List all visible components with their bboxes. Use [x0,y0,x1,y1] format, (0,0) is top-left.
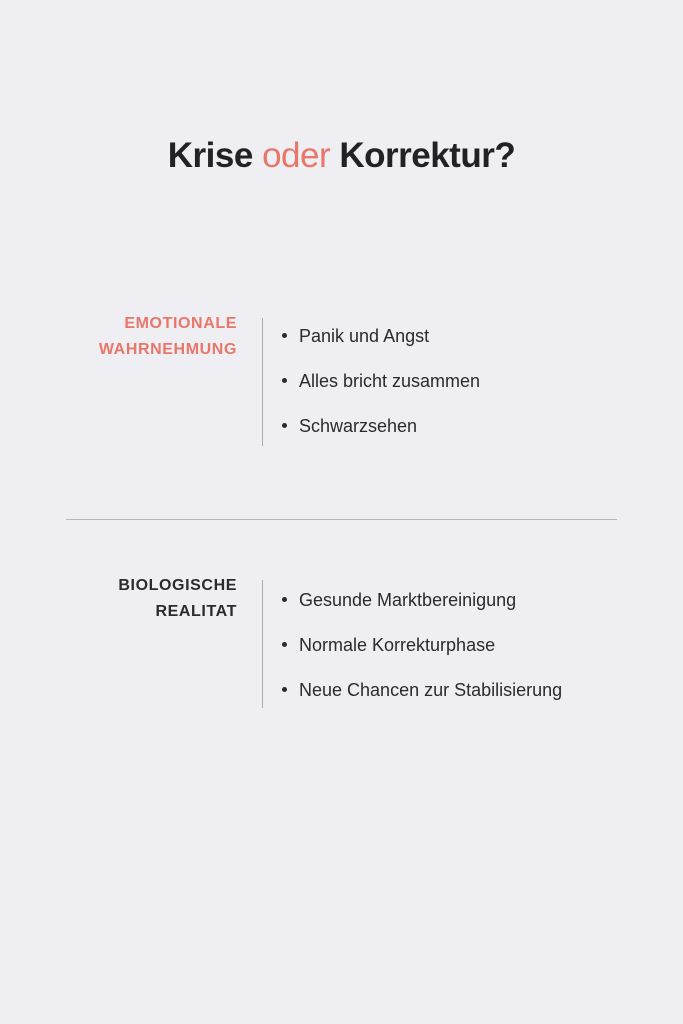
bullet-icon [282,333,287,338]
list-item: Neue Chancen zur Stabilisierung [282,668,562,713]
label-line-2: WAHRNEHMUNG [98,341,237,358]
title-krise: Krise [167,136,253,175]
title-korrektur: Korrektur? [339,136,516,175]
list-item: Schwarzsehen [282,404,480,449]
list-item: Gesunde Marktbereinigung [282,578,562,623]
bullet-icon [282,423,287,428]
label-line-1: BIOLOGISCHE [118,577,237,594]
bullet-icon [282,687,287,692]
bullet-icon [282,642,287,647]
list-item: Panik und Angst [282,314,480,359]
page-title [0,136,683,176]
biological-list [282,578,562,713]
list-item: Normale Korrekturphase [282,623,562,668]
label-line-1: EMOTIONALE [124,315,237,332]
section-label-biological [118,573,237,625]
title-oder: oder [262,136,331,175]
bullet-icon [282,597,287,602]
vertical-divider [262,318,263,446]
bullet-icon [282,378,287,383]
horizontal-divider [66,519,617,520]
list-item: Alles bricht zusammen [282,359,480,404]
emotional-list [282,314,480,449]
section-label-emotional [99,311,237,363]
vertical-divider [262,580,263,708]
label-line-2: REALITAT [155,603,237,620]
